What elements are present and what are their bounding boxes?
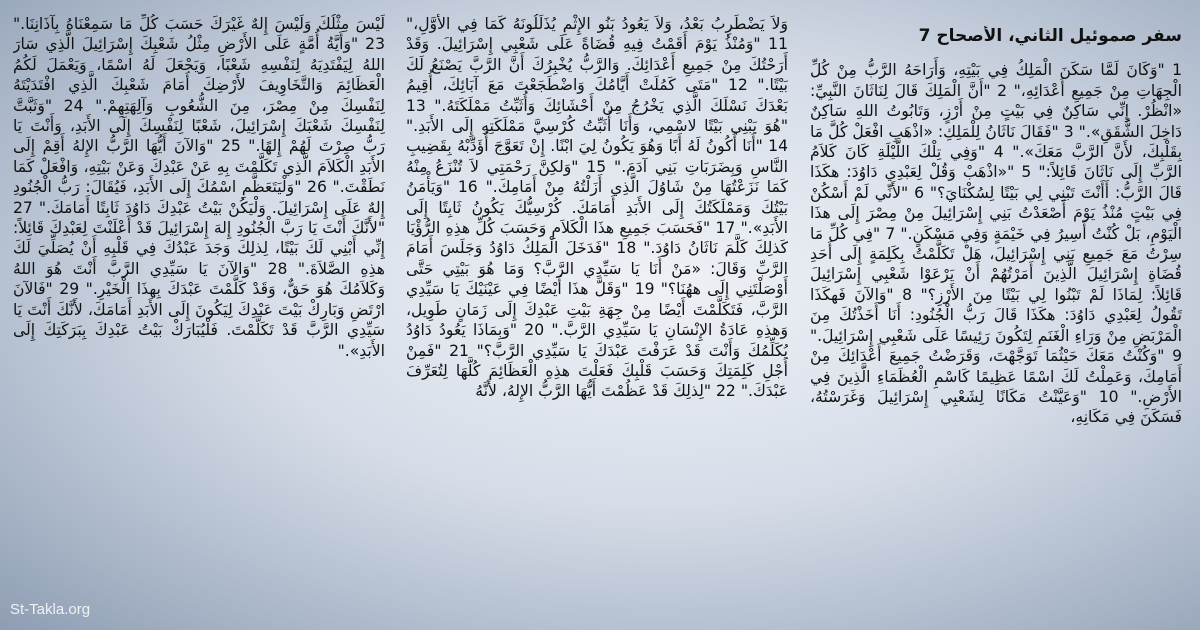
site-watermark: St-Takla.org: [10, 601, 91, 618]
column-text-2: وَلاَ يَضْطَرِبُ بَعْدُ، وَلاَ يَعُودُ بَنُو الإِثْمِ يُذَلِّلُونَهُ كَمَا فِي الأَوَّلِ،" 11 "وَمُنْذُ يَوْمَ أَقَمْتُ فِيهِ قُضَاةً عَلَى شَعْبِي إِسْرَائِيلَ. وَقَدْ أَرَحْتُكَ مِنْ جَمِيعِ أَعْدَائِكَ. وَالرَّبُّ يُخْبِرُكَ أَنَّ الرَّبَّ يَصْنَعُ لَكَ بَيْتًا." 12 "مَتَى كَمُلَتْ أَيَّامُكَ وَاضْطَجَعْتَ مَعَ آبَائِكَ، أُقِيمُ بَعْدَكَ نَسْلَكَ الَّذِي يَخْرُجُ مِنْ أَحْشَائِكَ وَأُثَبِّتُ مَمْلَكَتَهُ." 13 "هُوَ يَبْنِي بَيْتًا لاسْمِي، وَأَنَا أُثَبِّتُ كُرْسِيَّ مَمْلَكَتِهِ إِلَى الأَبَدِ." 14 "أَنَا أَكُونُ لَهُ أَبًا وَهُوَ يَكُونُ لِيَ ابْنًا. إِنْ تَعَوَّجَ أُؤَدِّبْهُ بِقَضِيبِ النَّاسِ وَبِضَرَبَاتِ بَنِي آدَمَ." 15 "وَلكِنَّ رَحْمَتِي لاَ تُنْزَعُ مِنْهُ كَمَا نَزَعْتُهَا مِنْ شَاوُلَ الَّذِي أَزَلْتُهُ مِنْ أَمَامِكَ." 16 "وَيَأْمَنُ بَيْتُكَ وَمَمْلَكَتُكَ إِلَى الأَبَدِ أَمَامَكَ. كُرْسِيُّكَ يَكُونُ ثَابِتًا إِلَى الأَبَدِ»." 17 "فَحَسَبَ جَمِيعِ هذَا الْكَلاَمِ وَحَسَبَ كُلِّ هذِهِ الرُّؤْيَا كَذلِكَ كَلَّمَ نَاثَانُ دَاوُدَ." 18 "فَدَخَلَ الْمَلِكُ دَاوُدُ وَجَلَسَ أَمَامَ الرَّبِّ وَقَالَ: «مَنْ أَنَا يَا سَيِّدِي الرَّبَّ؟ وَمَا هُوَ بَيْتِي حَتَّى أَوْصَلْتَنِي إِلَى ههُنَا؟" 19 "وَقَلَّ هذَا أَيْضًا فِي عَيْنَيْكَ يَا سَيِّدِي الرَّبَّ، فَتَكَلَّمْتَ أَيْضًا مِنْ جِهَةِ بَيْتِ عَبْدِكَ إِلَى زَمَانٍ طَوِيل، وَهذِهِ عَادَةُ الإِنْسَانِ يَا سَيِّدِي الرَّبَّ." 20 "وَبِمَاذَا يَعُودُ دَاوُدُ يُكَلِّمُكَ وَأَنْتَ قَدْ عَرَفْتَ عَبْدَكَ يَا سَيِّدِي الرَّبَّ؟" 21 "فَمِنْ أَجْلِ كَلِمَتِكَ وَحَسَبَ قَلْبِكَ فَعَلْتَ هذِهِ الْعَظَائِمَ كُلَّهَا لِتُعَرِّفَ عَبْدَكَ." 22 "لِذلِكَ قَدْ عَظُمْتَ أَيُّهَا الرَّبُّ الإِلهُ، لأَنَّهُ: [406, 15, 788, 401]
column-text-3: لَيْسَ مِثْلُكَ وَلَيْسَ إِلهٌ غَيْرَكَ حَسَبَ كُلِّ مَا سَمِعْنَاهُ بِآذَانِنَا." 23 "وَأَيَّةُ أُمَّةٍ عَلَى الأَرْضِ مِثْلُ شَعْبِكَ إِسْرَائِيلَ الَّذِي سَارَ اللهُ لِيَفْتَدِيَهُ لِنَفْسِهِ شَعْبًا، وَيَجْعَلَ لَهُ اسْمًا، وَيَعْمَلَ لَكُمُ الْعَظَائِمَ وَالتَّخَاوِيفَ لأَرْضِكَ أَمَامَ شَعْبِكَ الَّذِي افْتَدَيْتَهُ لِنَفْسِكَ مِنْ مِصْرَ، مِنَ الشُّعُوبِ وَآلِهَتِهِمْ." 24 "وَثَبَّتَّ لِنَفْسِكَ شَعْبَكَ إِسْرَائِيلَ، شَعْبًا لِنَفْسِكَ إِلَى الأَبَدِ، وَأَنْتَ يَا رَبُّ صِرْتَ لَهُمْ إِلهًا." 25 "وَالآنَ أَيُّهَا الرَّبُّ الإِلهُ أَقِمْ إِلَى الأَبَدِ الْكَلاَمَ الَّذِي تَكَلَّمْتَ بِهِ عَنْ عَبْدِكَ وَعَنْ بَيْتِهِ، وَافْعَلْ كَمَا نَطَقْتَ." 26 "وَلْيَتَعَظَّمِ اسْمُكَ إِلَى الأَبَدِ، فَيُقَالَ: رَبُّ الْجُنُودِ إِلهٌ عَلَى إِسْرَائِيلَ. وَلْيَكُنْ بَيْتُ عَبْدِكَ دَاوُدَ ثَابِتًا أَمَامَكَ." 27 "لأَنَّكَ أَنْتَ يَا رَبَّ الْجُنُودِ إِلهَ إِسْرَائِيلَ قَدْ أَعْلَنْتَ لِعَبْدِكَ قَائِلاً: إِنِّي أَبْنِي لَكَ بَيْتًا، لِذلِكَ وَجَدَ عَبْدُكَ فِي قَلْبِهِ أَنْ يُصَلِّيَ لَكَ هذِهِ الصَّلاَةَ." 28 "وَالآنَ يَا سَيِّدِي الرَّبَّ أَنْتَ هُوَ اللهُ وَكَلاَمُكَ هُوَ حَقٌّ، وَقَدْ كَلَّمْتَ عَبْدَكَ بِهذَا الْخَيْرِ." 29 "فَالآنَ ارْتَضِ وَبَارِكْ بَيْتَ عَبْدِكَ لِيَكُونَ إِلَى الأَبَدِ أَمَامَكَ، لأَنَّكَ أَنْتَ يَا سَيِّدِي الرَّبَّ قَدْ تَكَلَّمْتَ. فَلْيُبَارَكْ بَيْتُ عَبْدِكَ بِبَرَكَتِكَ إِلَى الأَبَدِ».": [13, 15, 385, 360]
text-column-2: [406, 14, 788, 620]
text-column-3: [13, 14, 385, 620]
chapter-title: سفر صموئيل الثاني، الأصحاح 7: [918, 26, 1182, 46]
text-column-1: [810, 26, 1182, 620]
column-text-1: 1 "وَكَانَ لَمَّا سَكَنَ الْمَلِكُ فِي بَيْتِهِ، وَأَرَاحَهُ الرَّبُّ مِنْ كُلِّ الْجِهَاتِ مِنْ جَمِيعِ أَعْدَائِهِ،" 2 "أَنَّ الْمَلِكَ قَالَ لِنَاثَانَ النَّبِيِّ: «انْظُرْ. إِنِّي سَاكِنٌ فِي بَيْتٍ مِنْ أَرْزٍ، وَتَابُوتُ اللهِ سَاكِنٌ دَاخِلَ الشُّقَقِ»." 3 "فَقَالَ نَاثَانُ لِلْمَلِكِ: «اذْهَبِ افْعَلْ كُلَّ مَا بِقَلْبِكَ، لأَنَّ الرَّبَّ مَعَكَ»." 4 "وَفِي تِلْكَ اللَّيْلَةِ كَانَ كَلاَمُ الرَّبِّ إِلَى نَاثَانَ قَائِلاً:" 5 "«اذْهَبْ وَقُلْ لِعَبْدِي دَاوُدَ: هكَذَا قَالَ الرَّبُّ: أَأَنْتَ تَبْنِي لِي بَيْتًا لِسُكْنَايَ؟" 6 "لأَنِّي لَمْ أَسْكُنْ فِي بَيْتٍ مُنْذُ يَوْمَ أَصْعَدْتُ بَنِي إِسْرَائِيلَ مِنْ مِصْرَ إِلَى هذَا الْيَوْمِ، بَلْ كُنْتُ أَسِيرُ فِي خَيْمَةٍ وَفِي مَسْكَنٍ." 7 "فِي كُلِّ مَا سِرْتُ مَعَ جَمِيعِ بَنِي إِسْرَائِيلَ، هَلْ تَكَلَّمْتُ بِكَلِمَةٍ إِلَى أَحَدِ قُضَاةِ إِسْرَائِيلَ الَّذِينَ أَمَرْتُهُمْ أَنْ يَرْعَوْا شَعْبِي إِسْرَائِيلَ قَائِلاً: لِمَاذَا لَمْ تَبْنُوا لِي بَيْتًا مِنَ الأَرْزِ؟" 8 "وَالآنَ فَهكَذَا تَقُولُ لِعَبْدِي دَاوُدَ: هكَذَا قَالَ رَبُّ الْجُنُودِ: أَنَا أَخَذْتُكَ مِنَ الْمَرْبَضِ مِنْ وَرَاءِ الْغَنَمِ لِتَكُونَ رَئِيسًا عَلَى شَعْبِي إِسْرَائِيلَ." 9 "وَكُنْتُ مَعَكَ حَيْثُمَا تَوَجَّهْتَ، وَقَرَضْتُ جَمِيعَ أَعْدَائِكَ مِنْ أَمَامِكَ، وَعَمِلْتُ لَكَ اسْمًا عَظِيمًا كَاسْمِ الْعُظَمَاءِ الَّذِينَ فِي الأَرْضِ." 10 "وَعَيَّنْتُ مَكَانًا لِشَعْبِي إِسْرَائِيلَ وَغَرَسْتُهُ، فَسَكَنَ فِي مَكَانِهِ،: [810, 61, 1182, 427]
